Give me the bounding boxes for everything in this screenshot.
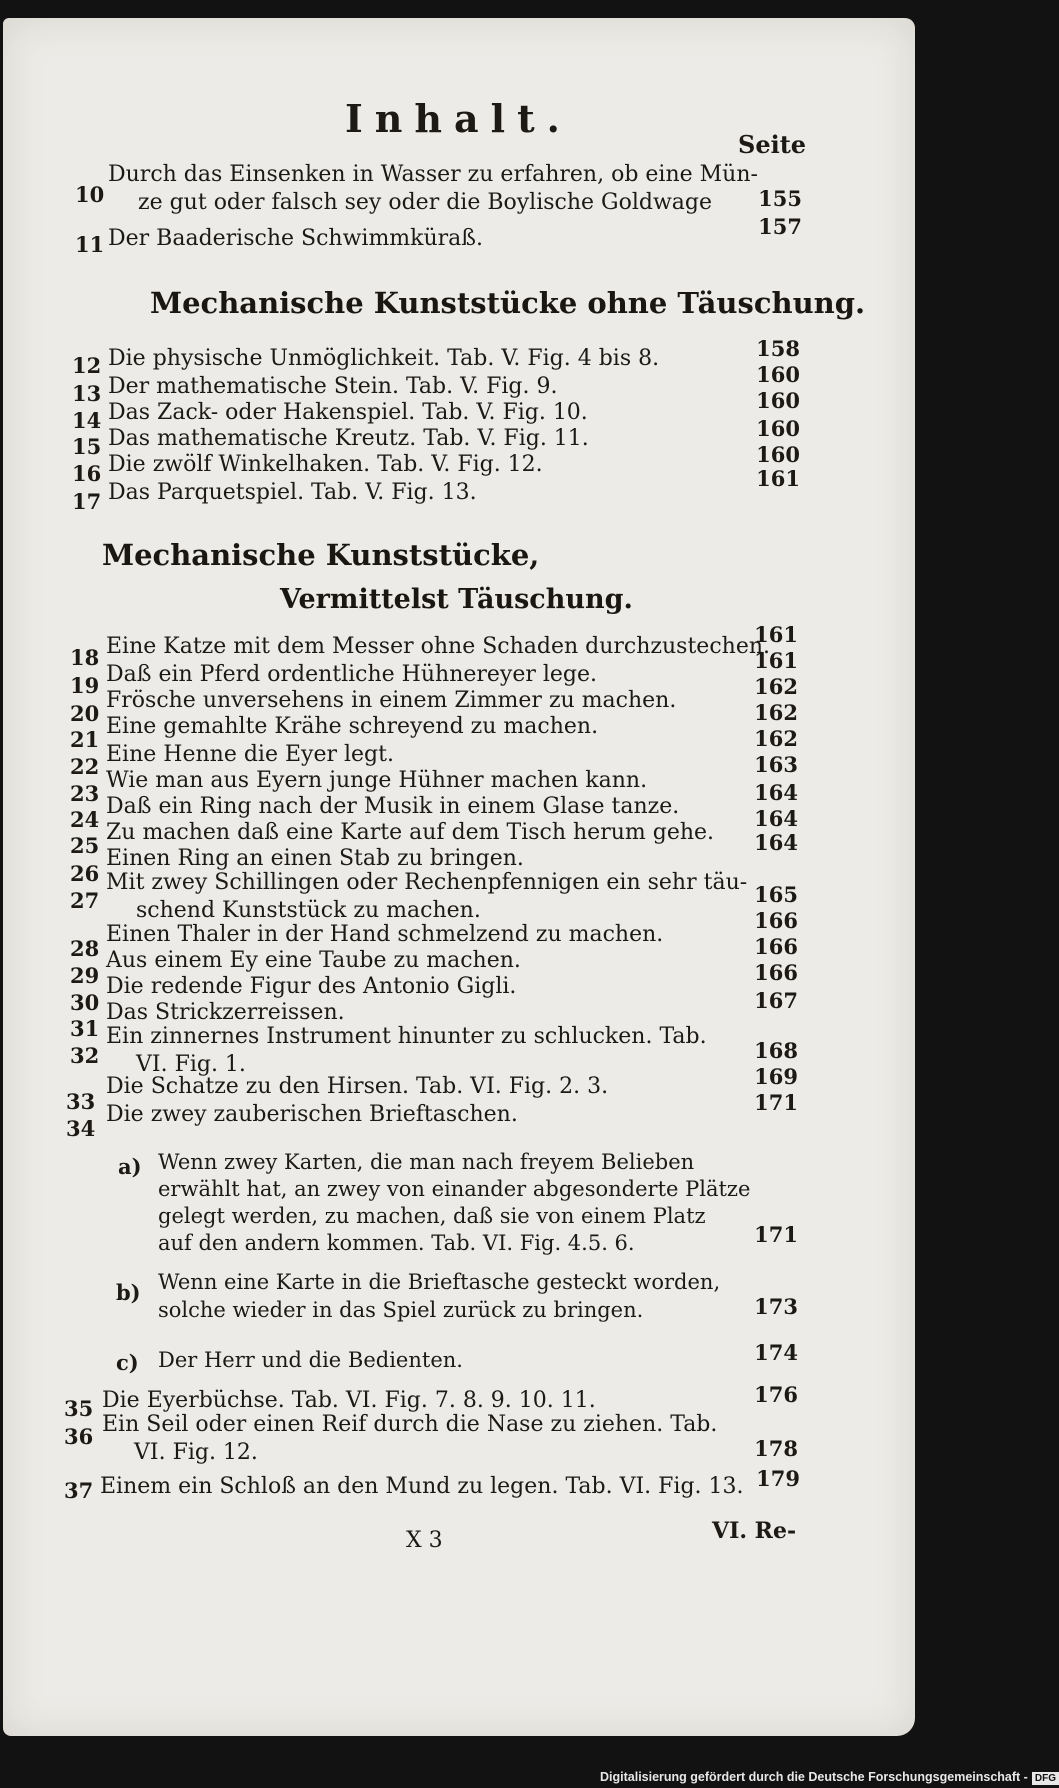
entry-page-number: 164 <box>754 780 798 805</box>
entry-number: 18 <box>70 645 100 670</box>
entry-number: 13 <box>72 381 102 406</box>
entry-page-number: 163 <box>754 752 798 777</box>
entry-title: Aus einem Ey eine Taube zu machen. <box>106 948 521 973</box>
column-label-seite: Seite <box>738 130 807 159</box>
entry-page-number: 162 <box>754 700 798 725</box>
entry-page-number: 165 <box>754 882 798 907</box>
entry-page-number: 162 <box>754 726 798 751</box>
entry-page-number: 161 <box>754 648 798 673</box>
entry-number: 10 <box>75 182 105 207</box>
entry-title: Einen Ring an einen Stab zu bringen. <box>106 846 524 871</box>
entry-page-number: 157 <box>758 214 802 239</box>
subentry-line: solche wieder in das Spiel zurück zu bringen. <box>158 1298 644 1322</box>
footer-text: Digitalisierung gefördert durch die Deutsche Forschungsgemeinschaft - <box>600 1770 1028 1784</box>
entry-page-number: 160 <box>756 442 800 467</box>
subentry-label: b) <box>116 1280 141 1305</box>
entry-title: Der Baaderische Schwimmküraß. <box>108 226 483 251</box>
entry-title: Die redende Figur des Antonio Gigli. <box>106 974 517 999</box>
entry-title: Die Schatze zu den Hirsen. Tab. VI. Fig. 2. 3. <box>106 1074 609 1099</box>
entry-title: Das Zack- oder Hakenspiel. Tab. V. Fig. 10. <box>108 400 588 425</box>
entry-title: Die zwey zauberischen Brieftaschen. <box>106 1102 518 1127</box>
subentry-line: erwählt hat, an zwey von einander abgesonderte Plätze <box>158 1177 751 1201</box>
entry-title: Eine Katze mit dem Messer ohne Schaden durchzustechen. <box>106 634 770 659</box>
entry-number: 37 <box>64 1478 94 1503</box>
dfg-logo-icon: DFG <box>1032 1772 1059 1785</box>
entry-page-number: 162 <box>754 674 798 699</box>
page-heading: Inhalt. <box>345 96 572 141</box>
entry-page-number: 179 <box>756 1466 800 1491</box>
entry-number: 14 <box>72 408 102 433</box>
signature-mark: X 3 <box>406 1528 443 1553</box>
section-heading: Mechanische Kunststücke ohne Täuschung. <box>150 286 866 320</box>
entry-number: 19 <box>70 673 100 698</box>
entry-page-number: 176 <box>754 1382 798 1407</box>
subentry-label: a) <box>118 1154 142 1179</box>
entry-number: 16 <box>72 461 102 486</box>
subentry-page-number: 174 <box>754 1340 798 1365</box>
entry-number: 25 <box>70 833 100 858</box>
entry-number: 35 <box>64 1396 94 1421</box>
digitization-footer <box>600 1770 1059 1788</box>
entry-number: 24 <box>70 807 100 832</box>
entry-number: 22 <box>70 754 100 779</box>
entry-page-number: 168 <box>754 1038 798 1063</box>
entry-number: 11 <box>75 232 105 257</box>
entry-page-number: 158 <box>756 336 800 361</box>
subentry-line: gelegt werden, zu machen, daß sie von einem Platz <box>158 1204 706 1228</box>
entry-title: Einen Thaler in der Hand schmelzend zu machen. <box>106 922 664 947</box>
entry-title-continued: schend Kunststück zu machen. <box>136 898 481 923</box>
entry-number: 34 <box>66 1116 96 1141</box>
entry-number: 12 <box>72 353 102 378</box>
entry-page-number: 164 <box>754 806 798 831</box>
subentry-label: c) <box>116 1350 139 1375</box>
entry-number: 21 <box>70 727 100 752</box>
entry-title: Das Parquetspiel. Tab. V. Fig. 13. <box>108 480 477 505</box>
entry-number: 29 <box>70 963 100 988</box>
entry-page-number: 160 <box>756 416 800 441</box>
entry-number: 31 <box>70 1016 100 1041</box>
subentry-line: Wenn eine Karte in die Brieftasche gesteckt worden, <box>158 1270 721 1294</box>
entry-title: Durch das Einsenken in Wasser zu erfahren, ob eine Mün- <box>108 162 758 187</box>
entry-title: Einem ein Schloß an den Mund zu legen. Tab. VI. Fig. 13. <box>100 1474 744 1499</box>
entry-title: Daß ein Pferd ordentliche Hühnereyer lege. <box>106 662 598 687</box>
entry-title: Das mathematische Kreutz. Tab. V. Fig. 11. <box>108 426 589 451</box>
entry-page-number: 171 <box>754 1090 798 1115</box>
entry-title-continued: ze gut oder falsch sey oder die Boylische Goldwage <box>138 190 713 215</box>
entry-title: Wie man aus Eyern junge Hühner machen kann. <box>106 768 648 793</box>
entry-title: Der mathematische Stein. Tab. V. Fig. 9. <box>108 374 558 399</box>
entry-page-number: 167 <box>754 988 798 1013</box>
entry-number: 15 <box>72 434 102 459</box>
entry-page-number: 166 <box>754 934 798 959</box>
entry-number: 36 <box>64 1424 94 1449</box>
entry-page-number: 160 <box>756 362 800 387</box>
entry-title-continued: VI. Fig. 12. <box>134 1440 258 1465</box>
entry-title: Die zwölf Winkelhaken. Tab. V. Fig. 12. <box>108 452 543 477</box>
catchword: VI. Re- <box>712 1518 797 1544</box>
entry-number: 26 <box>70 861 100 886</box>
entry-page-number: 166 <box>754 960 798 985</box>
entry-page-number: 169 <box>754 1064 798 1089</box>
section-subheading: Vermittelst Täuschung. <box>280 584 633 615</box>
entry-page-number: 161 <box>754 622 798 647</box>
entry-title: Frösche unversehens in einem Zimmer zu machen. <box>106 688 677 713</box>
subentry-page-number: 173 <box>754 1294 798 1319</box>
entry-number: 23 <box>70 781 100 806</box>
subentry-line: auf den andern kommen. Tab. VI. Fig. 4.5. 6. <box>158 1231 635 1255</box>
subentry-line: Wenn zwey Karten, die man nach freyem Belieben <box>158 1150 695 1174</box>
entry-title: Daß ein Ring nach der Musik in einem Glase tanze. <box>106 794 680 819</box>
entry-page-number: 161 <box>756 466 800 491</box>
entry-title: Die Eyerbüchse. Tab. VI. Fig. 7. 8. 9. 10. 11. <box>102 1388 596 1413</box>
entry-page-number: 166 <box>754 908 798 933</box>
entry-title: Die physische Unmöglichkeit. Tab. V. Fig. 4 bis 8. <box>108 346 660 371</box>
section-heading: Mechanische Kunststücke, <box>102 538 540 572</box>
entry-page-number: 178 <box>754 1436 798 1461</box>
entry-title: Eine Henne die Eyer legt. <box>106 742 394 767</box>
entry-title: Ein zinnernes Instrument hinunter zu schlucken. Tab. <box>106 1024 707 1049</box>
entry-number: 33 <box>66 1089 96 1114</box>
entry-page-number: 160 <box>756 388 800 413</box>
entry-number: 28 <box>70 936 100 961</box>
entry-page-number: 164 <box>754 830 798 855</box>
entry-number: 32 <box>70 1043 100 1068</box>
subentry-line: Der Herr und die Bedienten. <box>158 1348 463 1372</box>
entry-title: Das Strickzerreissen. <box>106 1000 345 1025</box>
entry-title: Eine gemahlte Krähe schreyend zu machen. <box>106 714 599 739</box>
entry-number: 30 <box>70 990 100 1015</box>
entry-number: 20 <box>70 701 100 726</box>
entry-title: Ein Seil oder einen Reif durch die Nase zu ziehen. Tab. <box>102 1412 718 1437</box>
entry-title: Zu machen daß eine Karte auf dem Tisch herum gehe. <box>106 820 715 845</box>
entry-title-continued: VI. Fig. 1. <box>136 1052 246 1077</box>
entry-number: 17 <box>72 489 102 514</box>
entry-title: Mit zwey Schillingen oder Rechenpfennigen ein sehr täu- <box>106 870 748 895</box>
entry-number: 27 <box>70 888 100 913</box>
entry-page-number: 155 <box>758 186 802 211</box>
subentry-page-number: 171 <box>754 1222 798 1247</box>
